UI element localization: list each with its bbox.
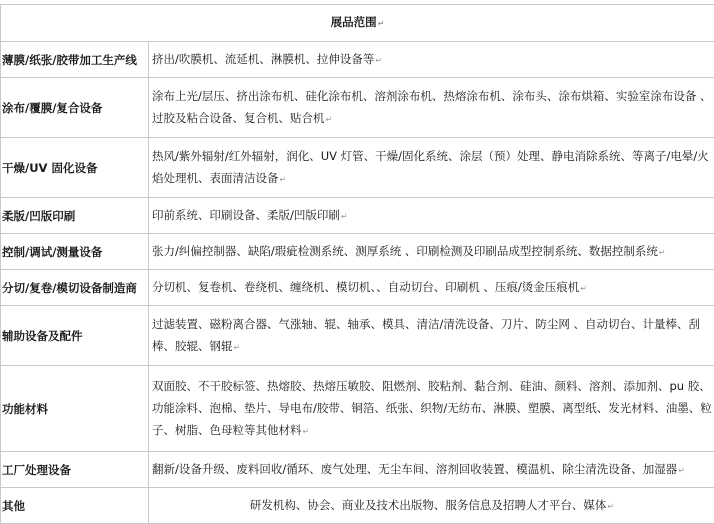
table-row bbox=[1, 198, 714, 234]
items-cell bbox=[149, 488, 714, 524]
items-text: 分切机、复卷机、卷绕机、缠绕机、模切机、、自动切台、印刷机 、压痕/烫金压痕机 bbox=[152, 279, 580, 294]
category-label: 干燥/UV 固化设备 bbox=[2, 160, 98, 175]
paragraph-mark-icon: ↵ bbox=[658, 247, 666, 257]
category-label: 薄膜/纸张/胶带加工生产线 bbox=[2, 52, 137, 67]
items-cell bbox=[149, 138, 714, 198]
table-row bbox=[1, 270, 714, 306]
items-text: 研发机构、协会、商业及技术出版物、服务信息及招聘人才平台、媒体 bbox=[249, 497, 607, 512]
table-row bbox=[1, 452, 714, 488]
category-cell bbox=[1, 138, 149, 198]
items-cell bbox=[149, 452, 714, 488]
table-row bbox=[1, 42, 714, 78]
table-row bbox=[1, 306, 714, 366]
category-label: 工厂处理设备 bbox=[2, 462, 71, 477]
table-header-row bbox=[1, 5, 714, 42]
items-text: 张力/纠偏控制器、缺陷/瑕疵检测系统、测厚系统 、印刷检测及印刷品成型控制系统、数据控制系统 bbox=[152, 243, 658, 258]
category-cell bbox=[1, 234, 149, 270]
items-text: 双面胶、不干胶标签、热熔胶、热熔压敏胶、阻燃剂、胶粘剂、黏合剂、硅油、颜料、溶剂、添加剂、pu 胶、功能涂料、泡棉、垫片、导电布/胶带、铜箔、纸张、织物/无纺布、淋膜、塑膜、离型纸、发光材料、油墨、粒子、树脂、色母粒等其他材料 bbox=[152, 378, 712, 437]
exhibit-scope-table bbox=[0, 4, 714, 524]
category-cell bbox=[1, 366, 149, 452]
table-row bbox=[1, 234, 714, 270]
paragraph-mark-icon: ↵ bbox=[233, 342, 241, 352]
paragraph-mark-icon: ↵ bbox=[377, 19, 385, 28]
items-cell bbox=[149, 78, 714, 138]
items-text: 涂布上光/层压、挤出涂布机、硅化涂布机、溶剂涂布机、热熔涂布机、涂布头、涂布烘箱、实验室涂布设备 、过胶及粘合设备、复合机、贴合机 bbox=[152, 88, 712, 125]
table-row bbox=[1, 78, 714, 138]
category-label: 其他 bbox=[2, 498, 25, 513]
items-cell bbox=[149, 270, 714, 306]
category-cell bbox=[1, 270, 149, 306]
paragraph-mark-icon: ↵ bbox=[375, 55, 383, 65]
items-text: 挤出/吹膜机、流延机、淋膜机、拉伸设备等 bbox=[152, 51, 375, 66]
paragraph-mark-icon: ↵ bbox=[302, 426, 310, 436]
category-cell bbox=[1, 488, 149, 524]
category-cell bbox=[1, 306, 149, 366]
items-text: 过滤装置、磁粉离合器、气涨轴、辊、轴承、模具、清洁/清洗设备、刀片、防尘网 、自动切台、计量棒、刮棒、胶辊、钢辊 bbox=[152, 316, 701, 353]
category-cell bbox=[1, 198, 149, 234]
items-cell bbox=[149, 366, 714, 452]
category-label: 功能材料 bbox=[2, 401, 48, 416]
items-text: 热风/紫外辐射/红外辐射，润化、UV 灯管、干燥/固化系统、涂层（预）处理、静电消除系统、等离子/电晕/火焰处理机、表面清洁设备 bbox=[152, 148, 709, 185]
category-cell bbox=[1, 42, 149, 78]
table-row bbox=[1, 488, 714, 524]
items-cell bbox=[149, 234, 714, 270]
table-title: 展品范围 bbox=[330, 15, 377, 29]
paragraph-mark-icon: ↵ bbox=[340, 211, 348, 221]
category-label: 涂布/覆膜/复合设备 bbox=[2, 100, 103, 115]
items-text: 印前系统、印刷设备、柔版/凹版印刷 bbox=[152, 207, 340, 222]
paragraph-mark-icon: ↵ bbox=[279, 174, 287, 184]
paragraph-mark-icon: ↵ bbox=[678, 465, 685, 475]
table-row bbox=[1, 366, 714, 452]
category-cell bbox=[1, 452, 149, 488]
category-label: 辅助设备及配件 bbox=[2, 328, 83, 343]
table-row bbox=[1, 138, 714, 198]
paragraph-mark-icon: ↵ bbox=[580, 283, 587, 293]
paragraph-mark-icon: ↵ bbox=[325, 114, 333, 124]
table-title-cell bbox=[1, 5, 714, 42]
items-cell bbox=[149, 198, 714, 234]
items-cell bbox=[149, 42, 714, 78]
items-cell bbox=[149, 306, 714, 366]
category-label: 柔版/凹版印刷 bbox=[2, 208, 76, 223]
category-label: 控制/调试/测量设备 bbox=[2, 244, 103, 259]
category-cell bbox=[1, 78, 149, 138]
items-text: 翻新/设备升级、废料回收/循环、废气处理、无尘车间、溶剂回收装置、模温机、除尘清洗设备、加湿器 bbox=[152, 461, 678, 476]
category-label: 分切/复卷/模切设备制造商 bbox=[2, 280, 137, 295]
paragraph-mark-icon: ↵ bbox=[607, 501, 615, 511]
